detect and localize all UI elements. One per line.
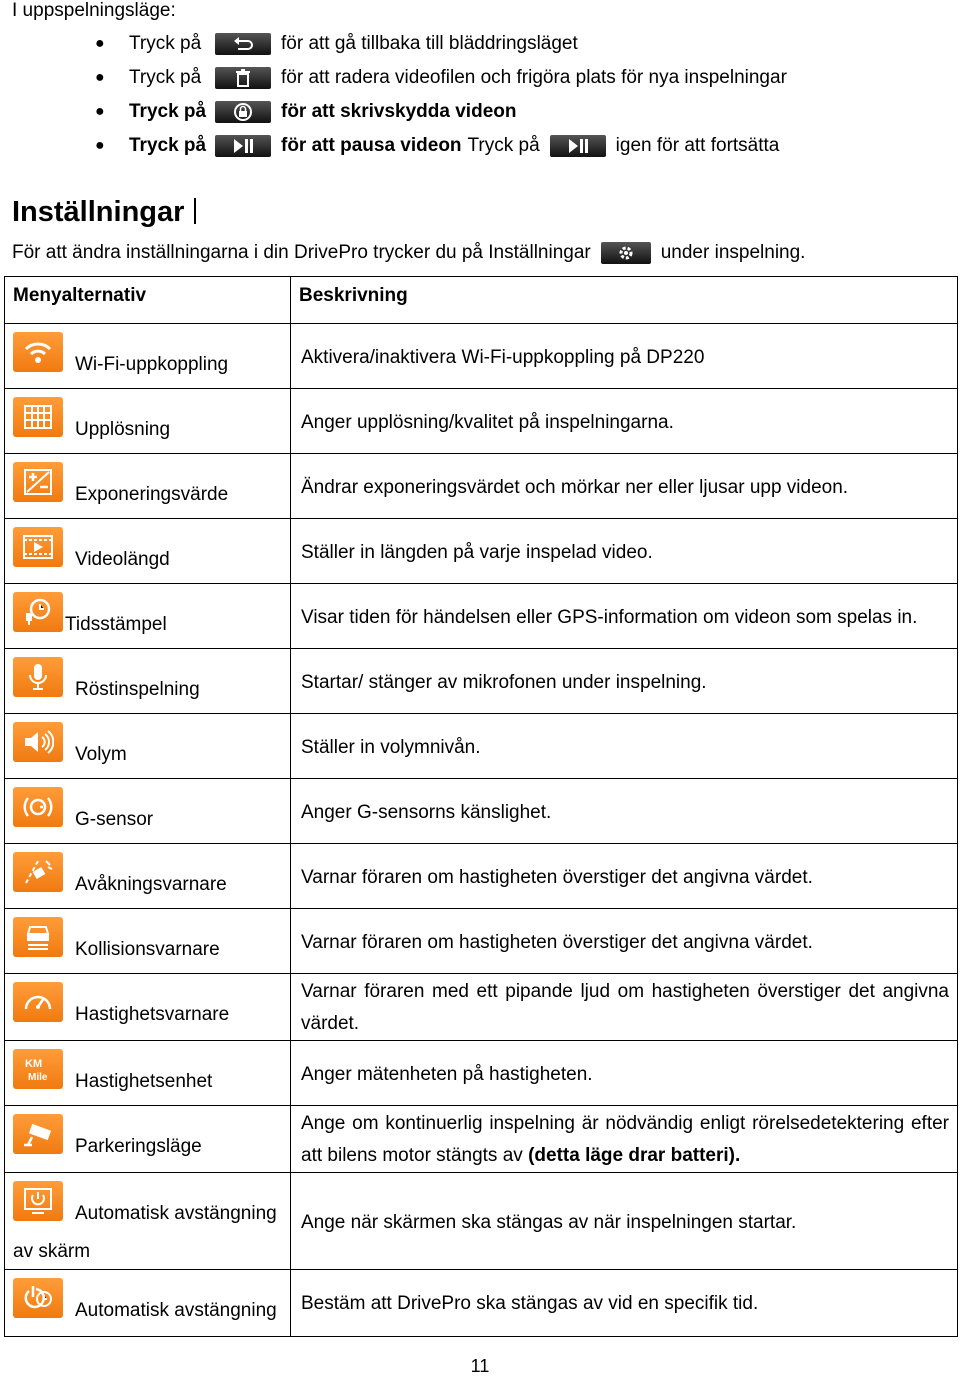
option-description: Ställer in längden på varje inspelad video. bbox=[301, 542, 653, 563]
table-row bbox=[5, 909, 958, 974]
option-description: Varnar föraren med ett pipande ljud om hastigheten överstiger det angivna värdet. bbox=[301, 981, 949, 1034]
table-row bbox=[5, 519, 958, 584]
table-row bbox=[5, 974, 958, 1041]
svg-text:Mile: Mile bbox=[28, 1072, 48, 1083]
settings-intro-after: under inspelning. bbox=[660, 242, 806, 263]
option-label: Automatisk avstängning bbox=[75, 1203, 277, 1224]
svg-text:KM: KM bbox=[25, 1058, 43, 1070]
option-description: Ställer in volymnivån. bbox=[301, 737, 481, 758]
option-label: Parkeringsläge bbox=[75, 1136, 202, 1157]
option-description: Visar tiden för händelsen eller GPS-information om videon som spelas in. bbox=[301, 607, 918, 628]
option-label: Wi-Fi-uppkoppling bbox=[75, 354, 229, 375]
settings-intro-text: För att ändra inställningarna i din DrivePro trycker du på Inställningar bbox=[12, 242, 591, 263]
option-description: Ändrar exponeringsvärdet och mörkar ner eller ljusar upp videon. bbox=[301, 477, 849, 498]
option-label: G-sensor bbox=[75, 809, 154, 830]
speedometer-icon bbox=[13, 982, 63, 1022]
table-row bbox=[5, 389, 958, 454]
intro-text: I uppspelningsläge: bbox=[12, 0, 176, 21]
bullet-item bbox=[95, 95, 955, 129]
table-row bbox=[5, 1041, 958, 1106]
power-icon bbox=[13, 1181, 63, 1221]
column-header-description: Beskrivning bbox=[291, 277, 958, 324]
resolution-icon bbox=[13, 397, 63, 437]
column-header-option: Menyalternativ bbox=[5, 277, 291, 324]
option-label: Exponeringsvärde bbox=[75, 484, 229, 505]
option-label: Tidsstämpel bbox=[65, 614, 167, 635]
table-row bbox=[5, 324, 958, 389]
option-description: Aktivera/inaktivera Wi-Fi-uppkoppling på DP220 bbox=[301, 347, 705, 368]
option-label: Kollisionsvarnare bbox=[75, 939, 220, 960]
option-description: Ange när skärmen ska stängas av när inspelningen startar. bbox=[301, 1212, 797, 1233]
option-label: Upplösning bbox=[75, 419, 171, 440]
bullet-dot: ● bbox=[95, 103, 105, 120]
collision-icon bbox=[13, 917, 63, 957]
table-row bbox=[5, 779, 958, 844]
bullet-item bbox=[95, 129, 955, 163]
option-description: Startar/ stänger av mikrofonen under inspelning. bbox=[301, 672, 707, 693]
option-description: Anger mätenheten på hastigheten. bbox=[301, 1064, 593, 1085]
return-icon bbox=[215, 33, 271, 55]
bullet-list bbox=[95, 27, 955, 163]
option-description: Anger upplösning/kvalitet på inspelningarna. bbox=[301, 412, 674, 433]
table-row bbox=[5, 714, 958, 779]
bullet-text: för att skrivskydda videon bbox=[281, 101, 517, 122]
g-sensor-icon bbox=[13, 787, 63, 827]
option-label-continued: av skärm bbox=[13, 1241, 91, 1262]
option-label: Avåkningsvarnare bbox=[75, 874, 227, 895]
description-text: Ange om kontinuerlig inspelning är nödvändig enligt rörelsedetektering efter att bilens motor stängts av bbox=[301, 1113, 949, 1166]
bullet-dot: ● bbox=[95, 35, 105, 52]
play-pause-icon bbox=[215, 135, 271, 157]
bullet-dot: ● bbox=[95, 69, 105, 86]
bullet-item bbox=[95, 27, 955, 61]
option-description: Varnar föraren om hastigheten överstiger det angivna värdet. bbox=[301, 867, 813, 888]
settings-intro bbox=[12, 242, 805, 264]
lane-departure-icon bbox=[13, 852, 63, 892]
bullet-text-bold: för att pausa videon bbox=[281, 135, 462, 156]
tryck-label: Tryck på bbox=[129, 101, 207, 122]
lock-icon bbox=[215, 101, 271, 123]
option-label: Röstinspelning bbox=[75, 679, 200, 700]
option-description: Anger G-sensorns känslighet. bbox=[301, 802, 552, 823]
table-header-row bbox=[5, 277, 958, 324]
play-pause-icon bbox=[550, 135, 606, 157]
wifi-icon bbox=[13, 332, 63, 372]
heading-bar bbox=[194, 198, 196, 224]
option-label: Automatisk avstängning bbox=[75, 1300, 277, 1321]
table-row bbox=[5, 1106, 958, 1173]
option-description: Varnar föraren om hastigheten överstiger det angivna värdet. bbox=[301, 932, 813, 953]
bullet-text: för att gå tillbaka till bläddringsläget bbox=[281, 33, 578, 54]
bullet-text-mid: Tryck på bbox=[467, 135, 540, 156]
trash-icon bbox=[215, 67, 271, 89]
bullet-text-end: igen för att fortsätta bbox=[615, 135, 780, 156]
speaker-icon bbox=[13, 722, 63, 762]
settings-table bbox=[4, 276, 958, 1337]
table-row bbox=[5, 584, 958, 649]
video-length-icon bbox=[13, 527, 63, 567]
parking-camera-icon bbox=[13, 1114, 63, 1154]
bullet-text: för att radera videofilen och frigöra plats för nya inspelningar bbox=[281, 67, 787, 88]
tryck-label: Tryck på bbox=[129, 135, 207, 156]
table-row bbox=[5, 454, 958, 519]
page-number: 11 bbox=[470, 1356, 490, 1376]
section-heading bbox=[12, 196, 196, 229]
table-row bbox=[5, 1173, 958, 1270]
power-timer-icon bbox=[13, 1278, 63, 1318]
option-description bbox=[291, 1106, 957, 1172]
option-description: Bestäm att DrivePro ska stängas av vid en specifik tid. bbox=[301, 1293, 759, 1314]
tryck-label: Tryck på bbox=[129, 33, 202, 54]
table-row bbox=[5, 844, 958, 909]
km-mile-icon bbox=[13, 1049, 63, 1089]
table-row bbox=[5, 1270, 958, 1337]
heading-text: Inställningar bbox=[12, 196, 185, 228]
description-bold: (detta läge drar batteri). bbox=[528, 1145, 741, 1166]
option-label: Volym bbox=[75, 744, 127, 765]
bullet-dot: ● bbox=[95, 137, 105, 154]
tryck-label: Tryck på bbox=[129, 67, 202, 88]
option-label: Videolängd bbox=[75, 549, 170, 570]
bullet-item bbox=[95, 61, 955, 95]
microphone-icon bbox=[13, 657, 63, 697]
exposure-icon bbox=[13, 462, 63, 502]
timestamp-icon bbox=[13, 592, 63, 632]
table-row bbox=[5, 649, 958, 714]
gear-icon bbox=[601, 242, 651, 264]
option-label: Hastighetsenhet bbox=[75, 1071, 213, 1092]
option-label: Hastighetsvarnare bbox=[75, 1004, 230, 1025]
